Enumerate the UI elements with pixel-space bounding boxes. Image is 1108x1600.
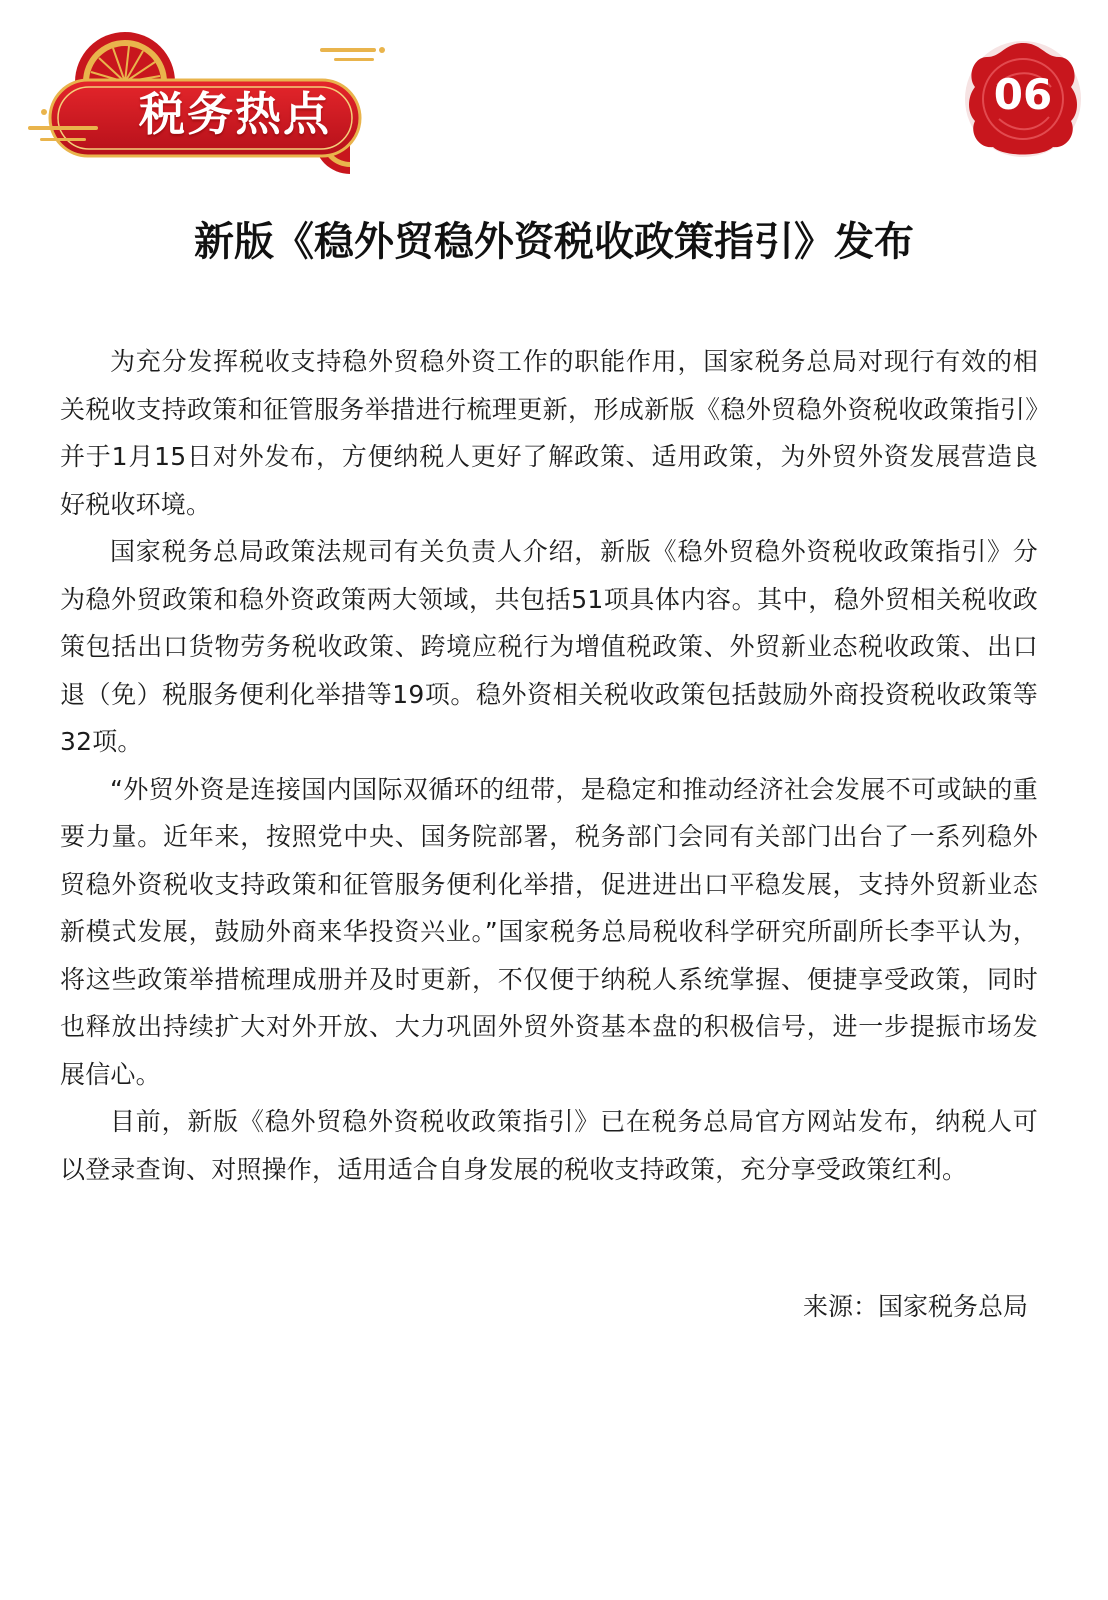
section-title: 税务热点 bbox=[139, 87, 331, 141]
article-body bbox=[60, 338, 1038, 1193]
article-title: 新版《稳外贸稳外资税收政策指引》发布 bbox=[194, 219, 914, 265]
article-paragraph: 国家税务总局政策法规司有关负责人介绍，新版《稳外贸稳外资税收政策指引》分为稳外贸政策和稳外资政策两大领域，共包括51项具体内容。其中，稳外贸相关税收政策包括出口货物劳务税收政策、跨境应税行为增值税政策、外贸新业态税收政策、出口退（免）税服务便利化举措等19项。稳外资相关税收政策包括鼓励外商投资税收政策等32项。 bbox=[60, 537, 1038, 756]
article-paragraph: “外贸外资是连接国内国际双循环的纽带，是稳定和推动经济社会发展不可或缺的重要力量。近年来，按照党中央、国务院部署，税务部门会同有关部门出台了一系列稳外贸稳外资税收支持政策和征管服务便利化举措，促进进出口平稳发展，支持外贸新业态新模式发展，鼓励外商来华投资兴业。”国家税务总局税收科学研究所副所长李平认为，将这些政策举措梳理成册并及时更新，不仅便于纳税人系统掌握、便捷享受政策，同时也释放出持续扩大对外开放、大力巩固外贸外资基本盘的积极信号，进一步提振市场发展信心。 bbox=[60, 774, 1038, 1089]
page-number-badge bbox=[962, 38, 1084, 160]
article-paragraph: 为充分发挥税收支持稳外贸稳外资工作的职能作用，国家税务总局对现行有效的相关税收支持政策和征管服务举措进行梳理更新，形成新版《稳外贸稳外资税收政策指引》并于1月15日对外发布，方便纳税人更好了解政策、适用政策，为外贸外资发展营造良好税收环境。 bbox=[60, 347, 1038, 519]
article-paragraph: 目前，新版《稳外贸稳外资税收政策指引》已在税务总局官方网站发布，纳税人可以登录查询、对照操作，适用适合自身发展的税收支持政策，充分享受政策红利。 bbox=[60, 1107, 1038, 1184]
article-source: 来源：国家税务总局 bbox=[802, 1292, 1028, 1321]
section-badge bbox=[20, 30, 400, 180]
page-number: 06 bbox=[993, 70, 1053, 119]
